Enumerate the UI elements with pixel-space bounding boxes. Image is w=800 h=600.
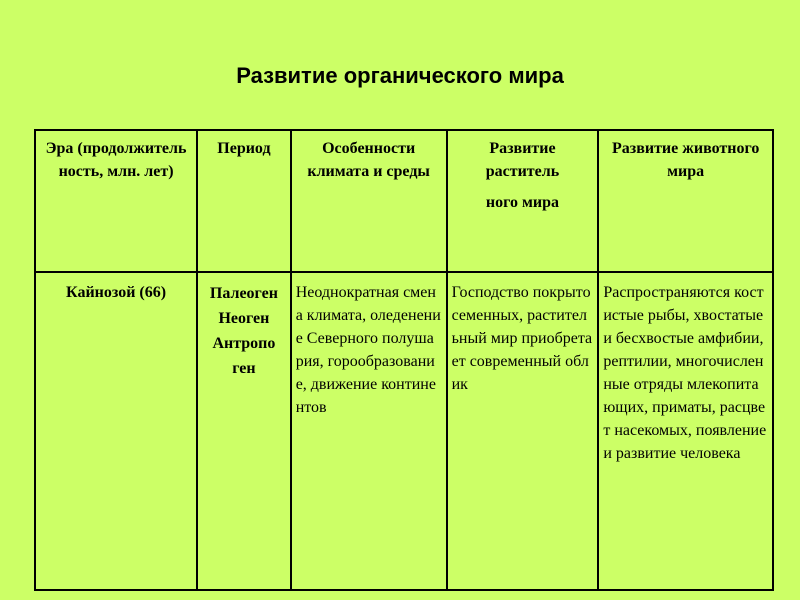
header-flora-line-1: Развитие раститель (485, 140, 560, 180)
cell-fauna (598, 272, 773, 590)
header-flora (447, 130, 599, 272)
fauna-text: Распространяются костистые рыбы, хвостатые и бесхвостые амфибии, рептилии, многочисленные отряды млекопитающих, приматы, расцвет насекомых, появление и развитие человека (603, 284, 767, 462)
table-row (35, 272, 773, 590)
slide-title: Развитие органического мира (236, 63, 564, 88)
period-neogene: Неоген (218, 310, 270, 327)
header-flora-line-2: ного мира (485, 194, 560, 211)
climate-text: Неоднократная смена климата, оледенение Северного полушария, горообразование, движение континентов (295, 284, 441, 416)
header-climate: Особенности климата и среды (291, 130, 447, 272)
cell-climate (291, 272, 447, 590)
header-fauna: Развитие животного мира (598, 130, 773, 272)
period-anthropogene-part2: ген (232, 360, 256, 377)
cell-flora (447, 272, 599, 590)
evolution-table (34, 129, 774, 591)
cell-era: Кайнозой (66) (35, 272, 197, 590)
header-era: Эра (продолжитель ность, млн. лет) (35, 130, 197, 272)
period-paleogene: Палеоген (209, 285, 278, 302)
table-header-row (35, 130, 773, 272)
cell-periods (197, 272, 291, 590)
period-anthropogene-part1: Антропо (212, 335, 276, 352)
flora-text: Господство покрытосеменных, растительный мир приобретает современный облик (451, 284, 593, 393)
header-period: Период (197, 130, 291, 272)
